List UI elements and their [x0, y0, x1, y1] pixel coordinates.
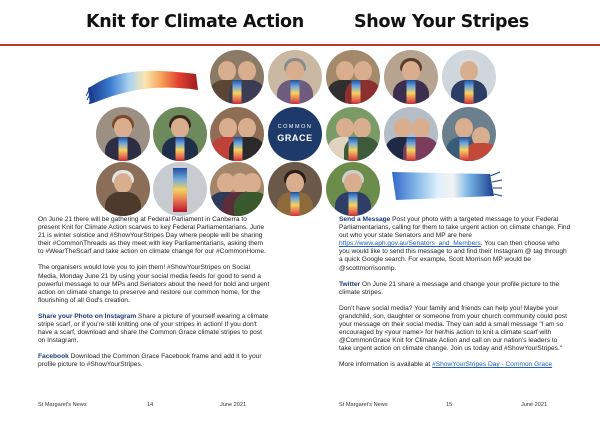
header-rule [0, 44, 600, 46]
woman-garden-photo [326, 162, 380, 216]
aph-link[interactable]: https://www.aph.gov.au/Senators_and_Members [339, 240, 481, 248]
older-man-photo [96, 162, 150, 216]
left-paragraph-3 [38, 313, 270, 345]
left-paragraph-1: On June 21 there will be gathering at Federal Parliament in Canberra to present Knit for Climate Action scarves to key Federal Parliamentarians. June 21 is winter solstice and #ShowYourStripes Day where people will be sharing their #CommonThreads as they meet with key Parliamentarians, asking them to #WearTheScarf and take action on climate change for our #CommonHome. [38, 216, 266, 256]
man-scarf-photo [442, 50, 496, 104]
footer-right-source: St Margaret's News [339, 402, 388, 408]
more-info-text: More information is available at [339, 361, 431, 369]
two-women-photo [210, 107, 264, 161]
left-paragraph-2: The organisers would love you to join them! #ShowYourStripes on Social Media, Monday June 21 by using your social media feeds for good to send a powerful message to our MPs and Senators about the need for bold and urgent action on climate change to preserve and restore our common home, for the flourishing of all God's creation. [38, 264, 270, 304]
right-paragraph-3: Don't have social media? Your family and friends can help you! Maybe your grandchild, son, daughter or someone from your church community could post your message on their social media. They can add a small message "I am so encouraged by <your name> for her/his action to knit a climate scarf with @CommonGrace Knit for Climate Action and call on our nation's leaders to take urgent action on climate change. Join us today and #ShowYourStripes." [339, 304, 567, 353]
woman-portrait-photo [96, 107, 150, 161]
colourful-scarf-photo [268, 162, 322, 216]
footer-left-source: St Margaret's News [38, 402, 87, 408]
right-paragraph-1 [339, 216, 571, 273]
man-and-woman-photo [384, 107, 438, 161]
scarf-photo [86, 56, 206, 110]
footer-left-date: June 2021 [220, 402, 247, 408]
twitter-text: On June 21 share a message and change your profile picture to the climate stripes. [339, 280, 560, 296]
scarf-display-photo [153, 162, 207, 216]
logo-line-1: COMMON [277, 124, 313, 130]
common-grace-logo [268, 107, 322, 161]
scarf-photo-2 [386, 160, 504, 212]
send-message-text-b: . You can then choose who you would like to send this message to and find their Instagram @ tag through a quick Google search. For example, Scott Morrison MP would be @scottmorrisonmp. [339, 240, 567, 272]
facebook-heading: Facebook [38, 353, 69, 361]
woman-with-scarf-photo [268, 50, 322, 104]
group-outdoor-photo [326, 107, 380, 161]
twitter-heading: Twitter [339, 280, 361, 288]
right-article [339, 216, 571, 378]
show-your-stripes-link[interactable]: #ShowYourStripes Day - Common Grace [432, 361, 553, 369]
facebook-text: Download the Common Grace Facebook frame and add it to your profile picture to #ShowYourStripes. [38, 353, 262, 369]
man-and-boy-photo [442, 107, 496, 161]
group-photo [210, 50, 264, 104]
left-page-title: Knit for Climate Action [86, 12, 304, 32]
right-paragraph-4 [339, 361, 571, 369]
left-paragraph-4 [38, 353, 270, 369]
footer-right-date: June 2021 [521, 402, 548, 408]
logo-line-2: GRACE [277, 133, 313, 143]
footer-left-page: 14 [147, 402, 154, 408]
woman-outdoor-photo [153, 107, 207, 161]
two-people-photo [326, 50, 380, 104]
family-photo [210, 162, 264, 216]
left-article [38, 216, 270, 378]
instagram-text: Share a picture of yourself wearing a climate stripe scarf, or if you're still knitting one of your stripes in action! If you don't have a scarf, download and share the Common Grace climate stripes to post on Instagram. [38, 312, 269, 345]
footer-right-page: 15 [446, 402, 453, 408]
right-paragraph-2 [339, 281, 571, 297]
send-message-text-a: Post your photo with a targeted message to your Federal Parliamentarians, calling for them to take urgent action on climate change. Find out who your state Senators and MP are here [339, 216, 571, 240]
woman-scarf-photo [384, 50, 438, 104]
instagram-heading: Share your Photo on Instagram [38, 312, 137, 320]
right-page-title: Show Your Stripes [354, 12, 529, 32]
send-message-heading: Send a Message [339, 216, 391, 223]
